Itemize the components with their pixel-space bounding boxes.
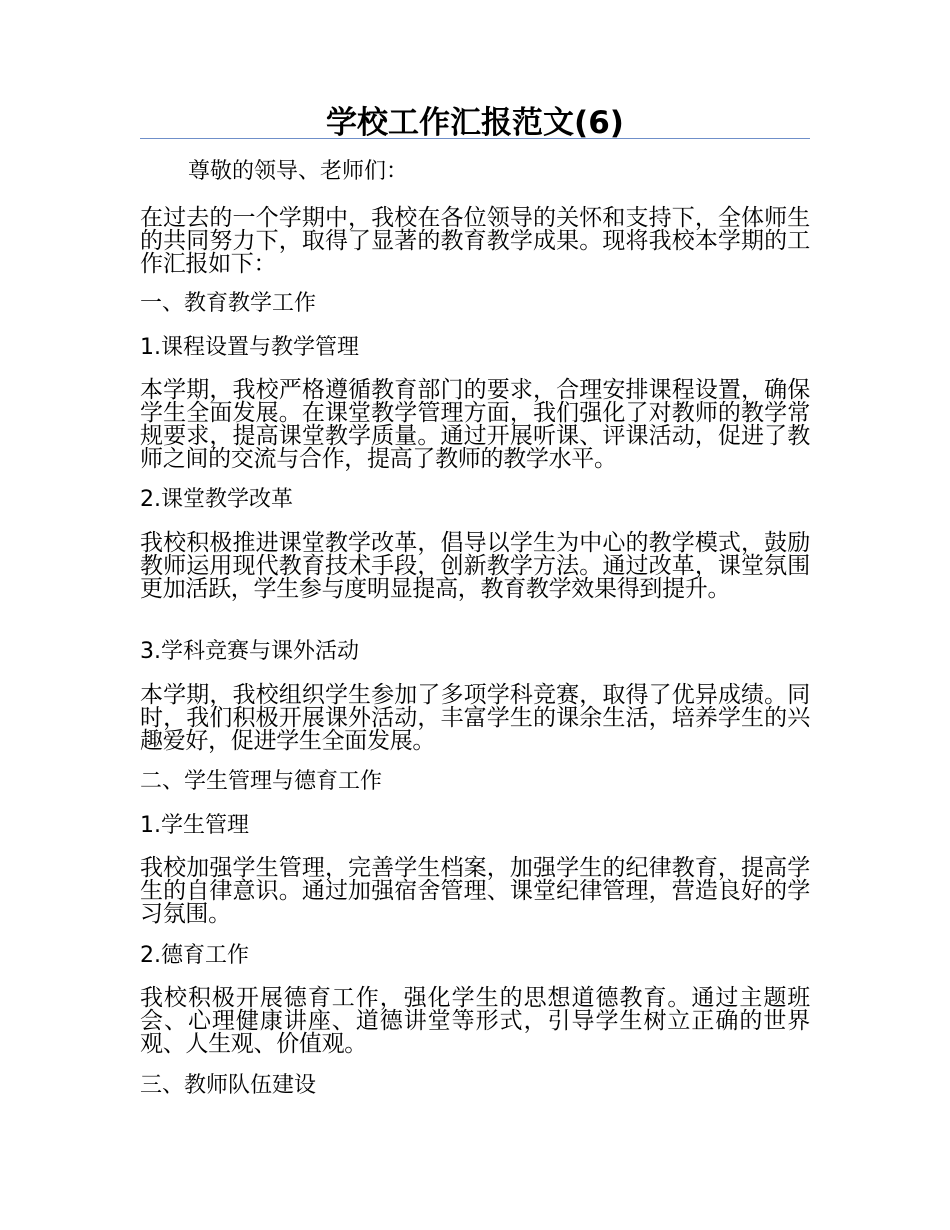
subsection-heading-1-2: 2.课堂教学改革 <box>140 487 293 512</box>
paragraph-2-2: 我校积极开展德育工作，强化学生的思想道德教育。通过主题班会、心理健康讲座、道德讲堂等形式，引导学生树立正确的世界观、人生观、价值观。 <box>140 985 810 1057</box>
paragraph-2-1: 我校加强学生管理，完善学生档案，加强学生的纪律教育，提高学生的自律意识。通过加强宿舍管理、课堂纪律管理，营造良好的学习氛围。 <box>140 855 810 927</box>
subsection-heading-2-2: 2.德育工作 <box>140 943 249 968</box>
section-heading-1: 一、教育教学工作 <box>140 291 317 316</box>
subsection-heading-2-1: 1.学生管理 <box>140 813 249 838</box>
paragraph-1-2: 我校积极推进课堂教学改革，倡导以学生为中心的教学模式，鼓励教师运用现代教育技术手段，创新教学方法。通过改革，课堂氛围更加活跃，学生参与度明显提高，教育教学效果得到提升。 <box>140 530 810 602</box>
subsection-heading-1-1: 1.课程设置与教学管理 <box>140 335 359 360</box>
title-underline <box>140 138 810 139</box>
section-heading-2: 二、学生管理与德育工作 <box>140 769 383 794</box>
document-title: 学校工作汇报范文(6) <box>326 105 624 141</box>
greeting: 尊敬的领导、老师们： <box>188 159 409 184</box>
section-heading-3: 三、教师队伍建设 <box>140 1073 317 1098</box>
intro-paragraph: 在过去的一个学期中，我校在各位领导的关怀和支持下，全体师生的共同努力下，取得了显著的教育教学成果。现将我校本学期的工作汇报如下： <box>140 205 810 277</box>
paragraph-1-1: 本学期，我校严格遵循教育部门的要求，合理安排课程设置，确保学生全面发展。在课堂教学管理方面，我们强化了对教师的教学常规要求，提高课堂教学质量。通过开展听课、评课活动，促进了教师之间的交流与合作，提高了教师的教学水平。 <box>140 377 810 472</box>
paragraph-1-3: 本学期，我校组织学生参加了多项学科竞赛，取得了优异成绩。同时，我们积极开展课外活动，丰富学生的课余生活，培养学生的兴趣爱好，促进学生全面发展。 <box>140 682 810 754</box>
subsection-heading-1-3: 3.学科竞赛与课外活动 <box>140 639 359 664</box>
